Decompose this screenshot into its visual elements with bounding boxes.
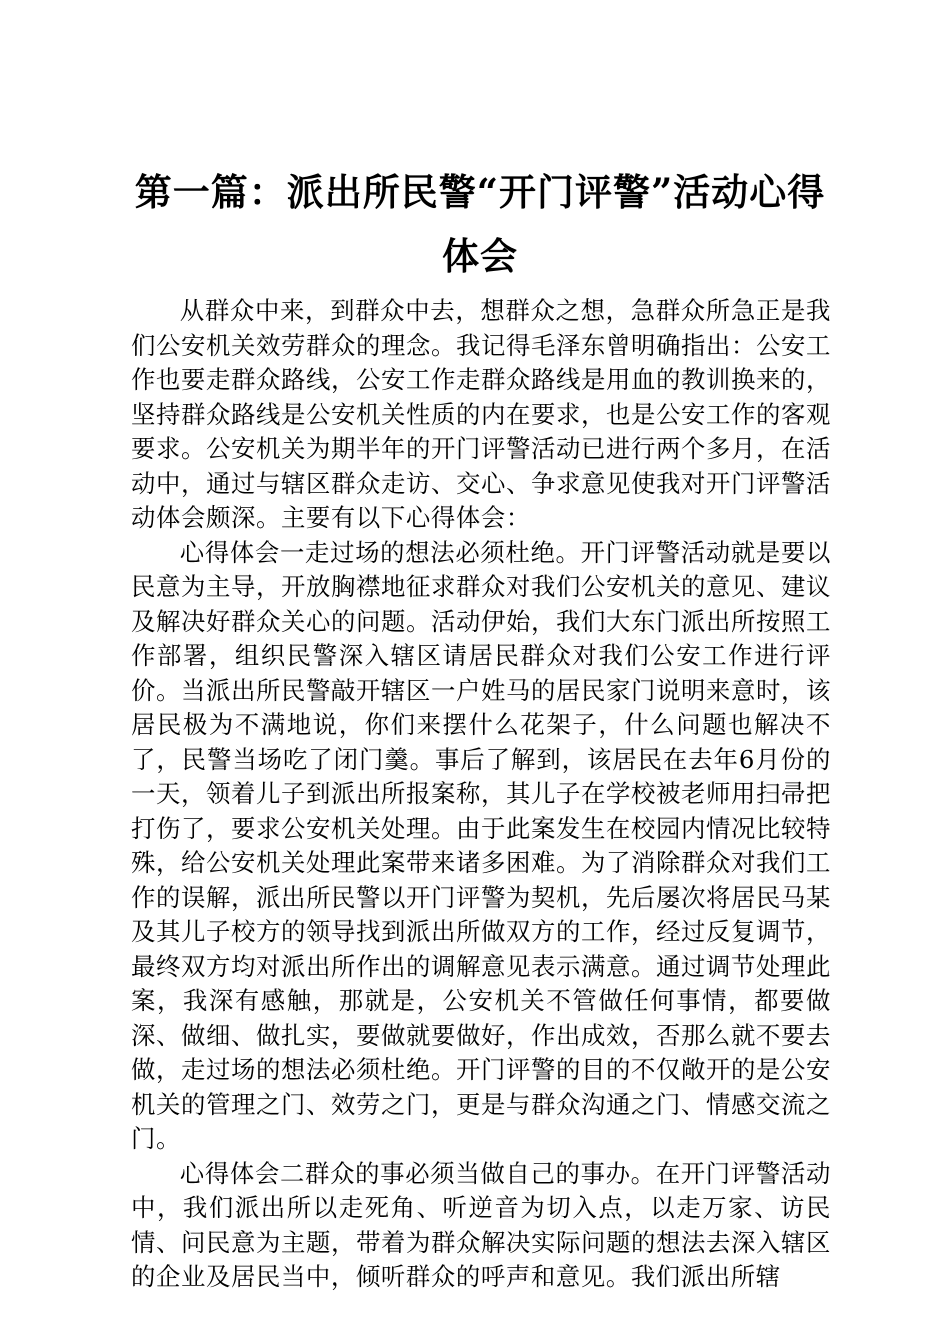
document-title: 第一篇：派出所民警“开门评警”活动心得体会	[134, 170, 826, 278]
document-body	[131, 294, 831, 1295]
paragraph-1: 从群众中来，到群众中去，想群众之想，急群众所急正是我们公安机关效劳群众的理念。我记得毛泽东曾明确指出：公安工作也要走群众路线，公安工作走群众路线是用血的教训换来的，坚持群众路线是公安机关性质的内在要求，也是公安工作的客观要求。公安机关为期半年的开门评警活动已进行两个多月，在活动中，通过与辖区群众走访、交心、争求意见使我对开门评警活动体会颇深。主要有以下心得体会：	[131, 296, 831, 532]
paragraph-2: 心得体会一走过场的想法必须杜绝。开门评警活动就是要以民意为主导，开放胸襟地征求群众对我们公安机关的意见、建议及解决好群众关心的问题。活动伊始，我们大东门派出所按照工作部署，组织民警深入辖区请居民群众对我们公安工作进行评价。当派出所民警敲开辖区一户姓马的居民家门说明来意时，该居民极为不满地说，你们来摆什么花架子，什么问题也解决不了，民警当场吃了闭门羹。事后了解到，该居民在去年6月份的一天，领着儿子到派出所报案称，其儿子在学校被老师用扫帚把打伤了，要求公安机关处理。由于此案发生在校园内情况比较特殊，给公安机关处理此案带来诸多困难。为了消除群众对我们工作的误解，派出所民警以开门评警为契机，先后屡次将居民马某及其儿子校方的领导找到派出所做双方的工作，经过反复调节，最终双方均对派出所作出的调解意见表示满意。通过调节处理此案，我深有感触，那就是，公安机关不管做任何事情，都要做深、做细、做扎实，要做就要做好，作出成效，否那么就不要去做，走过场的想法必须杜绝。开门评警的目的不仅敞开的是公安机关的管理之门、效劳之门，更是与群众沟通之门、情感交流之门。	[131, 537, 831, 1153]
paragraph-3: 心得体会二群众的事必须当做自己的事办。在开门评警活动中，我们派出所以走死角、听逆音为切入点，以走万家、访民情、问民意为主题，带着为群众解决实际问题的想法去深入辖区的企业及居民当中，倾听群众的呼声和意见。我们派出所辖	[131, 1158, 831, 1291]
